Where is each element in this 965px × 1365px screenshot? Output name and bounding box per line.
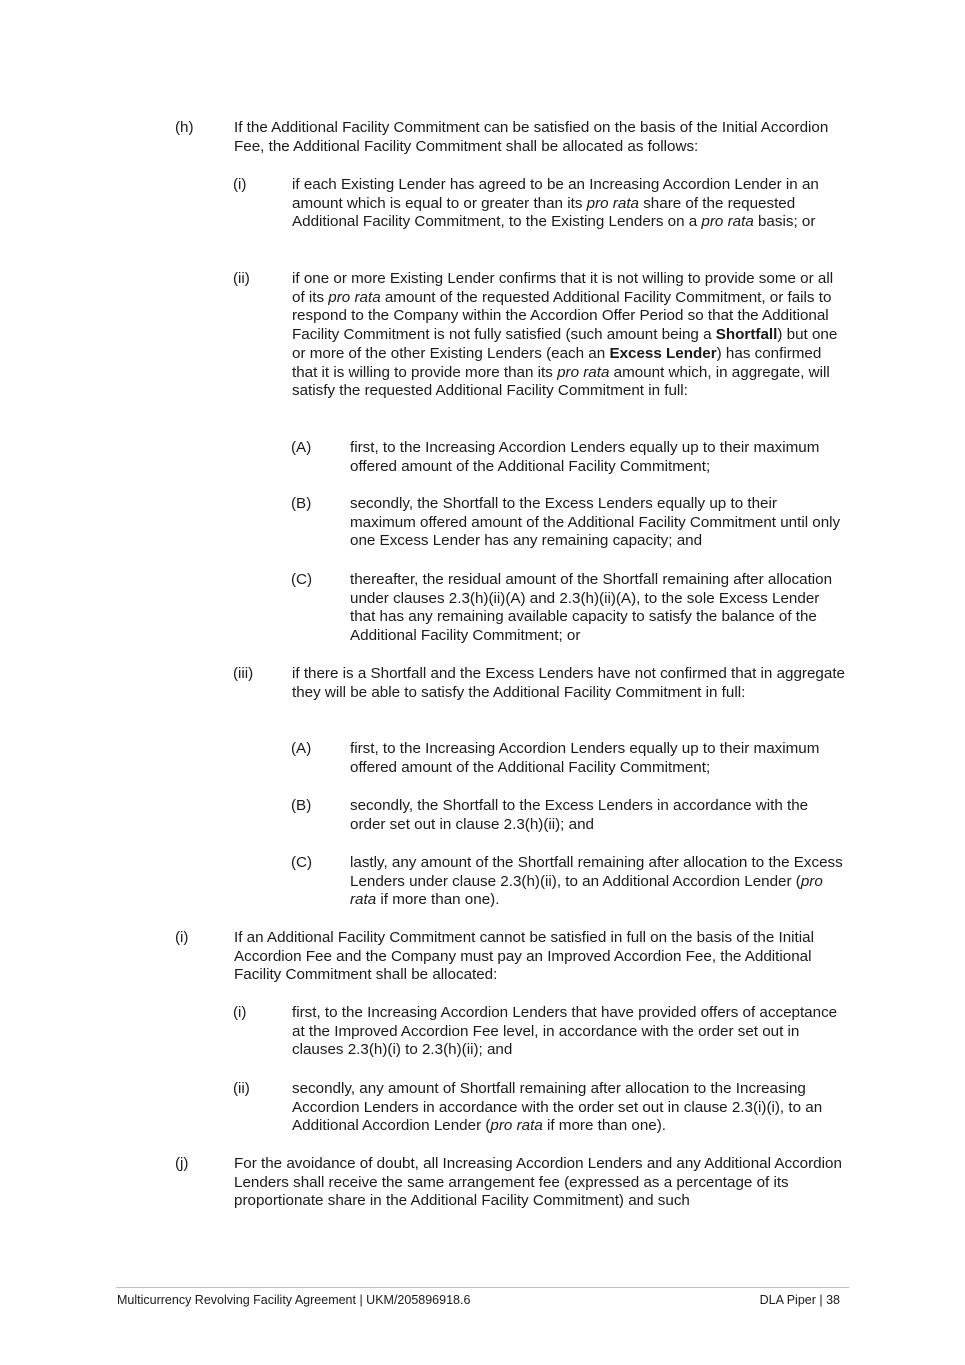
- text-run: amount of the requested Additional Facility Commitment, or fails to respond to the Company within the Accordion Offer Period so that the Additional Facility Commitment is not fully satisfied (such amount being a: [292, 288, 832, 344]
- italic-term: pro rata: [557, 363, 610, 381]
- clause-number: (B): [291, 797, 312, 814]
- text-run: if there is a Shortfall and the Excess Lenders have not confirmed that in aggregate they will be able to satisfy the Additional Facility Commitment in full:: [292, 665, 845, 701]
- clause-i-i: [233, 1004, 847, 1060]
- clause-h-ii: [233, 270, 847, 401]
- clause-text: [234, 929, 848, 985]
- clause-number: (h): [175, 119, 194, 136]
- text-run: if each Existing Lender has agreed to be an Increasing Accordion Lender in an amount which is equal to or greater than its: [292, 176, 819, 212]
- clause-text: [234, 119, 848, 156]
- clause-h-ii-A: [291, 439, 846, 476]
- text-run: if more than one).: [542, 1117, 667, 1135]
- clause-h-ii-C: [291, 571, 846, 646]
- text-run: share of the requested Additional Facility Commitment, to the Existing Lenders on a: [292, 194, 796, 231]
- text-run: secondly, the Shortfall to the Excess Lenders in accordance with the order set out in clause 2.3(h)(ii); and: [350, 797, 809, 833]
- italic-term: pro rata: [350, 872, 823, 909]
- text-run: If an Additional Facility Commitment cannot be satisfied in full on the basis of the Initial Accordion Fee and the Company must pay an Improved Accordion Fee, the Additional Facility Commitment shall be allocated:: [234, 929, 814, 984]
- text-run: amount which, in aggregate, will satisfy the requested Additional Facility Commitment in full:: [292, 363, 830, 400]
- clause-text: [292, 270, 847, 401]
- text-run: For the avoidance of doubt, all Increasing Accordion Lenders and any Additional Accordion Lenders shall receive the same arrangement fee (expressed as a percentage of its proportionate share in the Additional Facility Commitment) and such: [234, 1155, 842, 1210]
- clause-i: [175, 929, 848, 985]
- clause-text: [350, 571, 846, 646]
- text-run: basis; or: [753, 213, 816, 231]
- clause-number: (i): [175, 929, 189, 946]
- clause-h-i: [233, 176, 847, 232]
- clause-text: [350, 797, 846, 834]
- clause-h-iii: [233, 665, 847, 702]
- clause-number: (B): [291, 495, 312, 512]
- clause-h-ii-B: [291, 495, 846, 551]
- clause-text: [350, 854, 846, 910]
- clause-number: (C): [291, 571, 313, 588]
- clause-number: (i): [233, 176, 247, 193]
- clause-number: (A): [291, 740, 312, 757]
- clause-text: [350, 495, 846, 551]
- clause-number: (ii): [233, 270, 250, 287]
- text-run: thereafter, the residual amount of the Shortfall remaining after allocation under clauses 2.3(h)(ii)(A) and 2.3(h)(ii)(A), to the sole Excess Lender that has any remaining available capacity to satisfy the balance of the Additional Facility Commitment; or: [350, 571, 833, 645]
- clause-i-ii: [233, 1080, 847, 1136]
- clause-text: [292, 1004, 847, 1060]
- clause-j: [175, 1155, 848, 1211]
- clause-number: (C): [291, 854, 313, 871]
- clause-text: [350, 740, 846, 777]
- text-run: secondly, any amount of Shortfall remaining after allocation to the Increasing Accordion Lenders in accordance with the order set out in clause 2.3(i)(i), to an Additional Accordion Lender (: [292, 1080, 823, 1135]
- text-run: ) but one or more of the other Existing Lenders (each an: [292, 326, 838, 362]
- clause-h-iii-C: [291, 854, 846, 910]
- clause-number: (ii): [233, 1080, 250, 1097]
- clause-text: [234, 1155, 848, 1211]
- clause-text: [292, 665, 847, 702]
- italic-term: pro rata: [701, 213, 754, 231]
- clause-number: (iii): [233, 665, 254, 682]
- clause-text: [292, 176, 847, 232]
- clause-h-iii-B: [291, 797, 846, 834]
- clause-h: [175, 119, 848, 156]
- clause-h-iii-A: [291, 740, 846, 777]
- clause-text: [292, 1080, 847, 1136]
- footer-document-title: Multicurrency Revolving Facility Agreement | UKM/205896918.6: [117, 1293, 471, 1307]
- clause-number: (A): [291, 439, 312, 456]
- clause-text: [350, 439, 846, 476]
- text-run: If the Additional Facility Commitment can be satisfied on the basis of the Initial Accordion Fee, the Additional Facility Commitment shall be allocated as follows:: [234, 119, 829, 155]
- text-run: first, to the Increasing Accordion Lenders that have provided offers of acceptance at the Improved Accordion Fee level, in accordance with the order set out in clauses 2.3(h)(i) to 2.3(h)(ii); and: [292, 1004, 838, 1059]
- footer-divider: [116, 1287, 849, 1288]
- text-run: first, to the Increasing Accordion Lenders equally up to their maximum offered amount of the Additional Facility Commitment;: [350, 439, 820, 475]
- text-run: ) has confirmed that it is willing to provide more than its: [292, 344, 822, 381]
- clause-number: (i): [233, 1004, 247, 1021]
- defined-term: Excess Lender: [609, 344, 717, 362]
- text-run: if one or more Existing Lender confirms that it is not willing to provide some or all of its: [292, 270, 834, 306]
- italic-term: pro rata: [586, 194, 639, 212]
- text-run: if more than one).: [376, 891, 500, 909]
- italic-term: pro rata: [328, 288, 381, 306]
- text-run: lastly, any amount of the Shortfall remaining after allocation to the Excess Lenders under clause 2.3(h)(ii), to an Additional Accordion Lender (: [350, 854, 843, 890]
- footer-page-number: DLA Piper | 38: [759, 1293, 840, 1307]
- text-run: secondly, the Shortfall to the Excess Lenders equally up to their maximum offered amount of the Additional Facility Commitment until only one Excess Lender has any remaining capacity; and: [350, 495, 841, 550]
- italic-term: pro rata: [490, 1117, 543, 1135]
- defined-term: Shortfall: [715, 326, 778, 344]
- clause-number: (j): [175, 1155, 189, 1172]
- text-run: first, to the Increasing Accordion Lenders equally up to their maximum offered amount of the Additional Facility Commitment;: [350, 740, 820, 776]
